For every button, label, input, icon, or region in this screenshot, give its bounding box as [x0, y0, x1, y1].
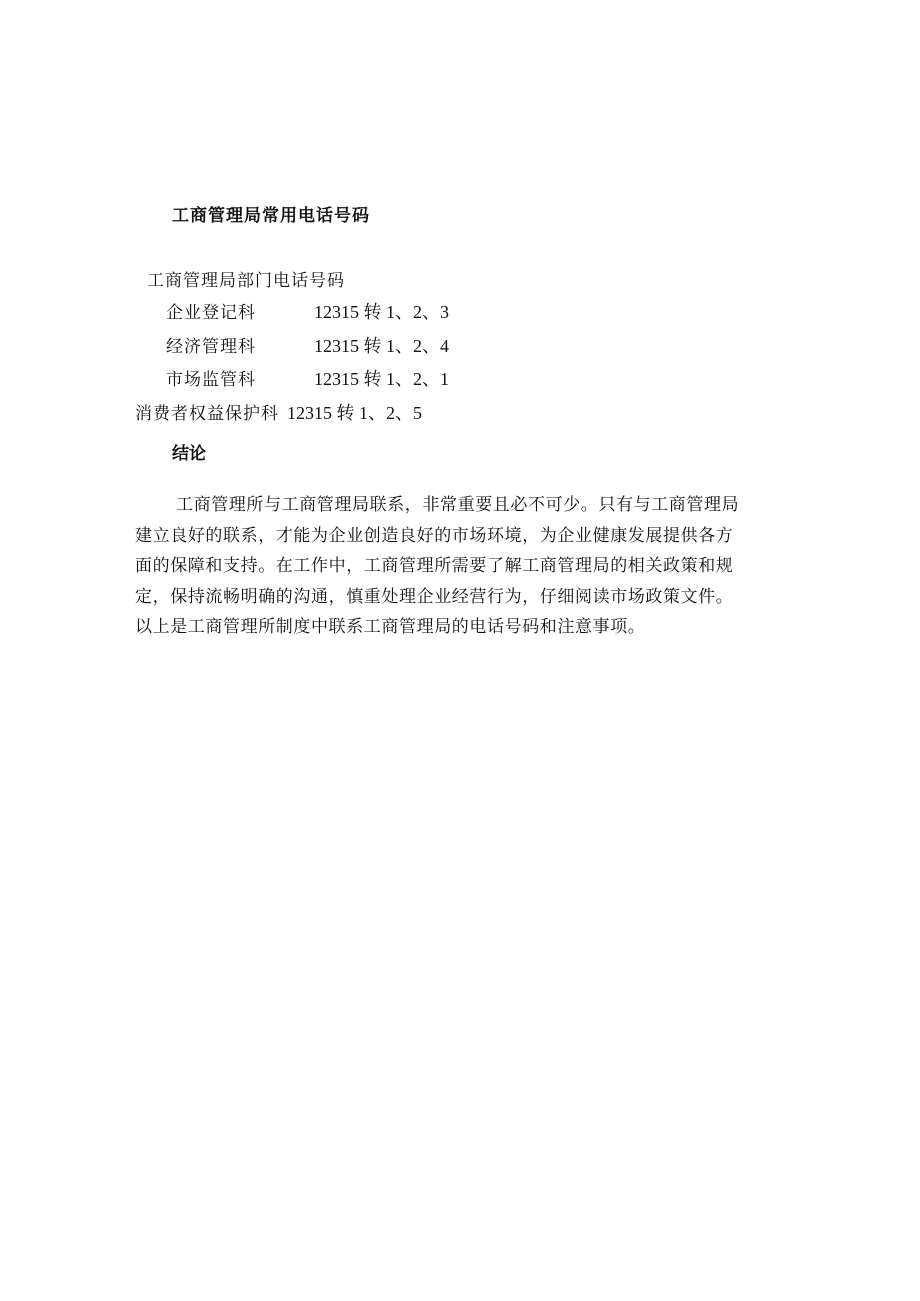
department-name: 消费者权益保护科 — [135, 404, 279, 424]
conclusion-paragraph — [135, 490, 775, 643]
paragraph-line: 建立良好的联系，才能为企业创造良好的市场环境，为企业健康发展提供各方 — [135, 525, 734, 546]
conclusion-heading: 结论 — [172, 444, 206, 464]
department-name: 企业登记科 — [166, 303, 256, 323]
paragraph-line: 以上是工商管理所制度中联系工商管理局的电话号码和注意事项。 — [135, 617, 646, 637]
phone-number: 12315 转 1、2、4 — [314, 336, 449, 356]
document-title: 工商管理局常用电话号码 — [172, 206, 370, 226]
paragraph-line: 工商管理所与工商管理局联系，非常重要且必不可少。只有与工商管理局 — [176, 495, 740, 515]
department-name: 经济管理科 — [166, 337, 256, 357]
department-name: 市场监管科 — [166, 370, 256, 390]
phone-section-heading: 工商管理局部门电话号码 — [147, 271, 345, 291]
phone-number: 12315 转 1、2、5 — [287, 403, 422, 423]
paragraph-line: 面的保障和支持。在工作中，工商管理所需要了解工商管理局的相关政策和规 — [135, 556, 734, 576]
phone-number: 12315 转 1、2、1 — [314, 369, 449, 389]
paragraph-line: 定，保持流畅明确的沟通，慎重处理企业经营行为，仔细阅读市场政策文件。 — [135, 586, 734, 607]
phone-number: 12315 转 1、2、3 — [314, 302, 449, 322]
